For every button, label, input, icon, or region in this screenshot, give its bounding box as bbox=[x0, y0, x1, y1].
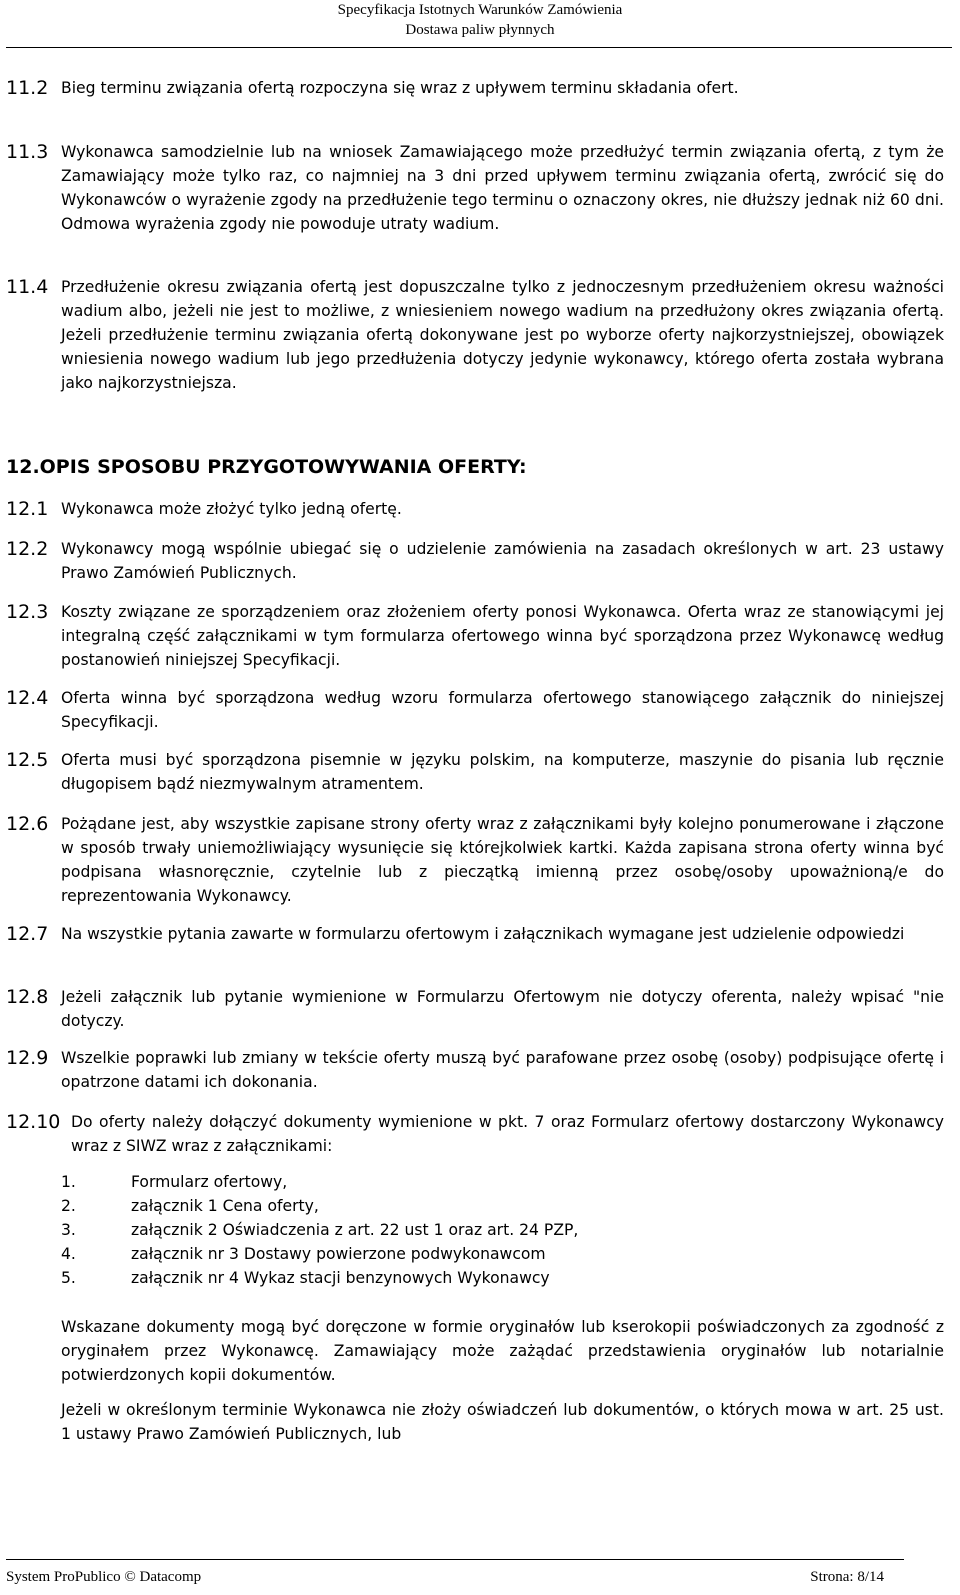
section-text: Na wszystkie pytania zawarte w formularzu ofertowym i załącznikach wymagane jest udzielenie odpowiedzi bbox=[61, 925, 905, 943]
list-item bbox=[61, 1194, 941, 1218]
section-number: 12.6 bbox=[6, 813, 49, 835]
section-number: 12.2 bbox=[6, 538, 49, 560]
section-11-4 bbox=[6, 275, 944, 395]
list-item-number: 2. bbox=[61, 1197, 76, 1215]
page-number: Strona: 8/14 bbox=[810, 1569, 884, 1585]
section-number: 12.9 bbox=[6, 1047, 49, 1069]
section-text: Wszelkie poprawki lub zmiany w tekście oferty muszą być parafowane przez osobę (osoby) podpisujące ofertę i opatrzone datami ich dokonania. bbox=[61, 1049, 944, 1091]
section-number: 12.4 bbox=[6, 687, 49, 709]
section-12-1 bbox=[6, 497, 944, 521]
list-item-number: 3. bbox=[61, 1221, 76, 1239]
section-number: 12.10 bbox=[6, 1111, 61, 1133]
section-12-6 bbox=[6, 812, 944, 908]
section-text: Koszty związane ze sporządzeniem oraz złożeniem oferty ponosi Wykonawca. Oferta wraz ze stanowiącymi jej integralną część załącznikami w tym formularza ofertowego winna być sporządzona przez Wykonawcę według postanowień niniejszej Specyfikacji. bbox=[61, 603, 944, 669]
section-number: 11.3 bbox=[6, 141, 49, 163]
header-divider bbox=[6, 47, 952, 48]
section-text: Pożądane jest, aby wszystkie zapisane strony oferty wraz z załącznikami były kolejno ponumerowane i złączone w sposób trwały uniemożliwiający wysunięcie się którejkolwiek kartki. Każda zapisana strona oferty winna być podpisana własnoręcznie, czytelnie lub z pieczątką imienną przez osobę/osoby upoważnioną/e do reprezentowania Wykonawcy. bbox=[61, 815, 944, 905]
section-12-3 bbox=[6, 600, 944, 672]
list-item-text: Formularz ofertowy, bbox=[131, 1173, 288, 1191]
section-number: 12.1 bbox=[6, 498, 49, 520]
list-item-text: załącznik nr 4 Wykaz stacji benzynowych Wykonawcy bbox=[131, 1269, 550, 1287]
section-12-9 bbox=[6, 1046, 944, 1094]
list-item-number: 1. bbox=[61, 1173, 76, 1191]
section-11-3 bbox=[6, 140, 944, 236]
section-text: Oferta musi być sporządzona pisemnie w języku polskim, na komputerze, maszynie do pisania lub ręcznie długopisem bądź niezmywalnym atramentem. bbox=[61, 751, 944, 793]
section-text: Jeżeli załącznik lub pytanie wymienione w Formularzu Ofertowym nie dotyczy oferenta, należy wpisać "nie dotyczy. bbox=[61, 988, 944, 1030]
section-12-10 bbox=[6, 1110, 944, 1158]
section-text: Do oferty należy dołączyć dokumenty wymienione w pkt. 7 oraz Formularz ofertowy dostarczony Wykonawcy wraz z SIWZ wraz z załącznikami: bbox=[71, 1113, 944, 1155]
section-12-4 bbox=[6, 686, 944, 734]
list-item-number: 5. bbox=[61, 1269, 76, 1287]
section-12-2 bbox=[6, 537, 944, 585]
section-number: 11.2 bbox=[6, 77, 49, 99]
list-item-text: załącznik 2 Oświadczenia z art. 22 ust 1 oraz art. 24 PZP, bbox=[131, 1221, 579, 1239]
section-number: 12.7 bbox=[6, 923, 49, 945]
list-item bbox=[61, 1266, 941, 1290]
list-item-text: załącznik 1 Cena oferty, bbox=[131, 1197, 319, 1215]
header-title: Specyfikacja Istotnych Warunków Zamówienia bbox=[337, 2, 623, 18]
section-number: 12.8 bbox=[6, 986, 49, 1008]
list-item bbox=[61, 1218, 941, 1242]
page-header bbox=[0, 0, 960, 40]
section-11-2 bbox=[6, 76, 944, 100]
section-number: 12.5 bbox=[6, 749, 49, 771]
documents-paragraph: Wskazane dokumenty mogą być doręczone w formie oryginałów lub kserokopii poświadczonych za zgodność z oryginałem przez Wykonawcę. Zamawiający może zażądać przedstawienia oryginałów lub notarialnie potwierdzonych kopii dokumentów. bbox=[61, 1318, 944, 1384]
missing-documents-paragraph: Jeżeli w określonym terminie Wykonawca nie złoży oświadczeń lub dokumentów, o których mowa w art. 25 ust. 1 ustawy Prawo Zamówień Publicznych, lub bbox=[61, 1401, 944, 1443]
footer-divider bbox=[6, 1559, 904, 1560]
footer-copyright: System ProPublico © Datacomp bbox=[6, 1569, 202, 1585]
section-number: 12.3 bbox=[6, 601, 49, 623]
header-subtitle: Dostawa paliw płynnych bbox=[405, 22, 555, 38]
list-item-text: załącznik nr 3 Dostawy powierzone podwykonawcom bbox=[131, 1245, 546, 1263]
list-item-number: 4. bbox=[61, 1245, 76, 1263]
section-12-5 bbox=[6, 748, 944, 796]
section-12-heading: 12.OPIS SPOSOBU PRZYGOTOWYWANIA OFERTY: bbox=[6, 456, 527, 478]
list-item bbox=[61, 1170, 941, 1194]
section-12-8 bbox=[6, 985, 944, 1033]
list-item bbox=[61, 1242, 941, 1266]
section-text: Wykonawca samodzielnie lub na wniosek Zamawiającego może przedłużyć termin związania ofertą, z tym że Zamawiający może tylko raz, co najmniej na 3 dni przed upływem terminu związania ofertą, zwrócić się do Wykonawców o wyrażenie zgody na przedłużenie tego terminu o oznaczony okres, nie dłuższy jednak niż 60 dni. Odmowa wyrażenia zgody nie powoduje utraty wadium. bbox=[61, 143, 944, 233]
section-text: Wykonawca może złożyć tylko jedną ofertę. bbox=[61, 500, 402, 518]
section-12-7 bbox=[6, 922, 944, 946]
section-text: Przedłużenie okresu związania ofertą jest dopuszczalne tylko z jednoczesnym przedłużeniem okresu ważności wadium albo, jeżeli nie jest to możliwe, z wniesieniem nowego wadium na przedłużony okres związania ofertą. Jeżeli przedłużenie terminu związania ofertą dokonywane jest po wyborze oferty najkorzystniejszej, obowiązek wniesienia nowego wadium lub jego przedłużenia dotyczy jedynie wykonawcy, którego oferta została wybrana jako najkorzystniejsza. bbox=[61, 278, 944, 392]
section-text: Wykonawcy mogą wspólnie ubiegać się o udzielenie zamówienia na zasadach określonych w art. 23 ustawy Prawo Zamówień Publicznych. bbox=[61, 540, 944, 582]
section-number: 11.4 bbox=[6, 276, 49, 298]
attachment-list bbox=[61, 1170, 941, 1290]
section-text: Oferta winna być sporządzona według wzoru formularza ofertowego stanowiącego załącznik do niniejszej Specyfikacji. bbox=[61, 689, 944, 731]
section-text: Bieg terminu związania ofertą rozpoczyna się wraz z upływem terminu składania ofert. bbox=[61, 79, 739, 97]
